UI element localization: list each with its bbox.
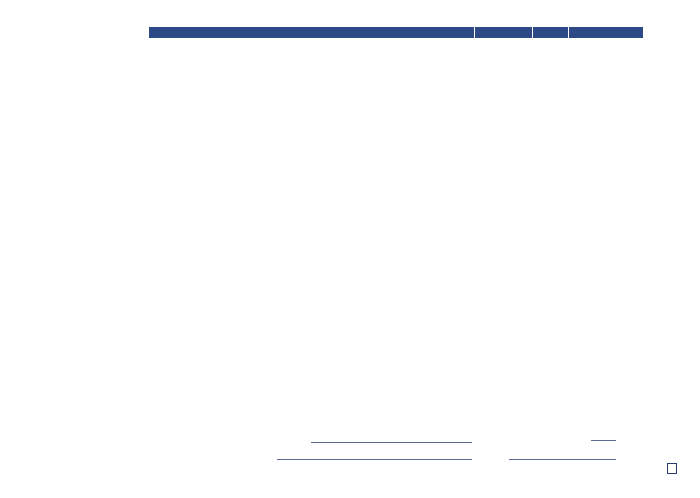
annotazioni-line-2 <box>277 459 472 460</box>
header-prestazioni <box>149 27 474 38</box>
header-giorni <box>619 27 643 38</box>
header-malatt-infort <box>569 27 619 38</box>
n-line <box>591 440 616 441</box>
periodo-line <box>509 459 616 460</box>
annotazioni-line <box>311 442 472 443</box>
header-ore-str <box>533 27 568 38</box>
page-number <box>667 463 677 474</box>
header-ore-ordinarie <box>475 27 532 38</box>
